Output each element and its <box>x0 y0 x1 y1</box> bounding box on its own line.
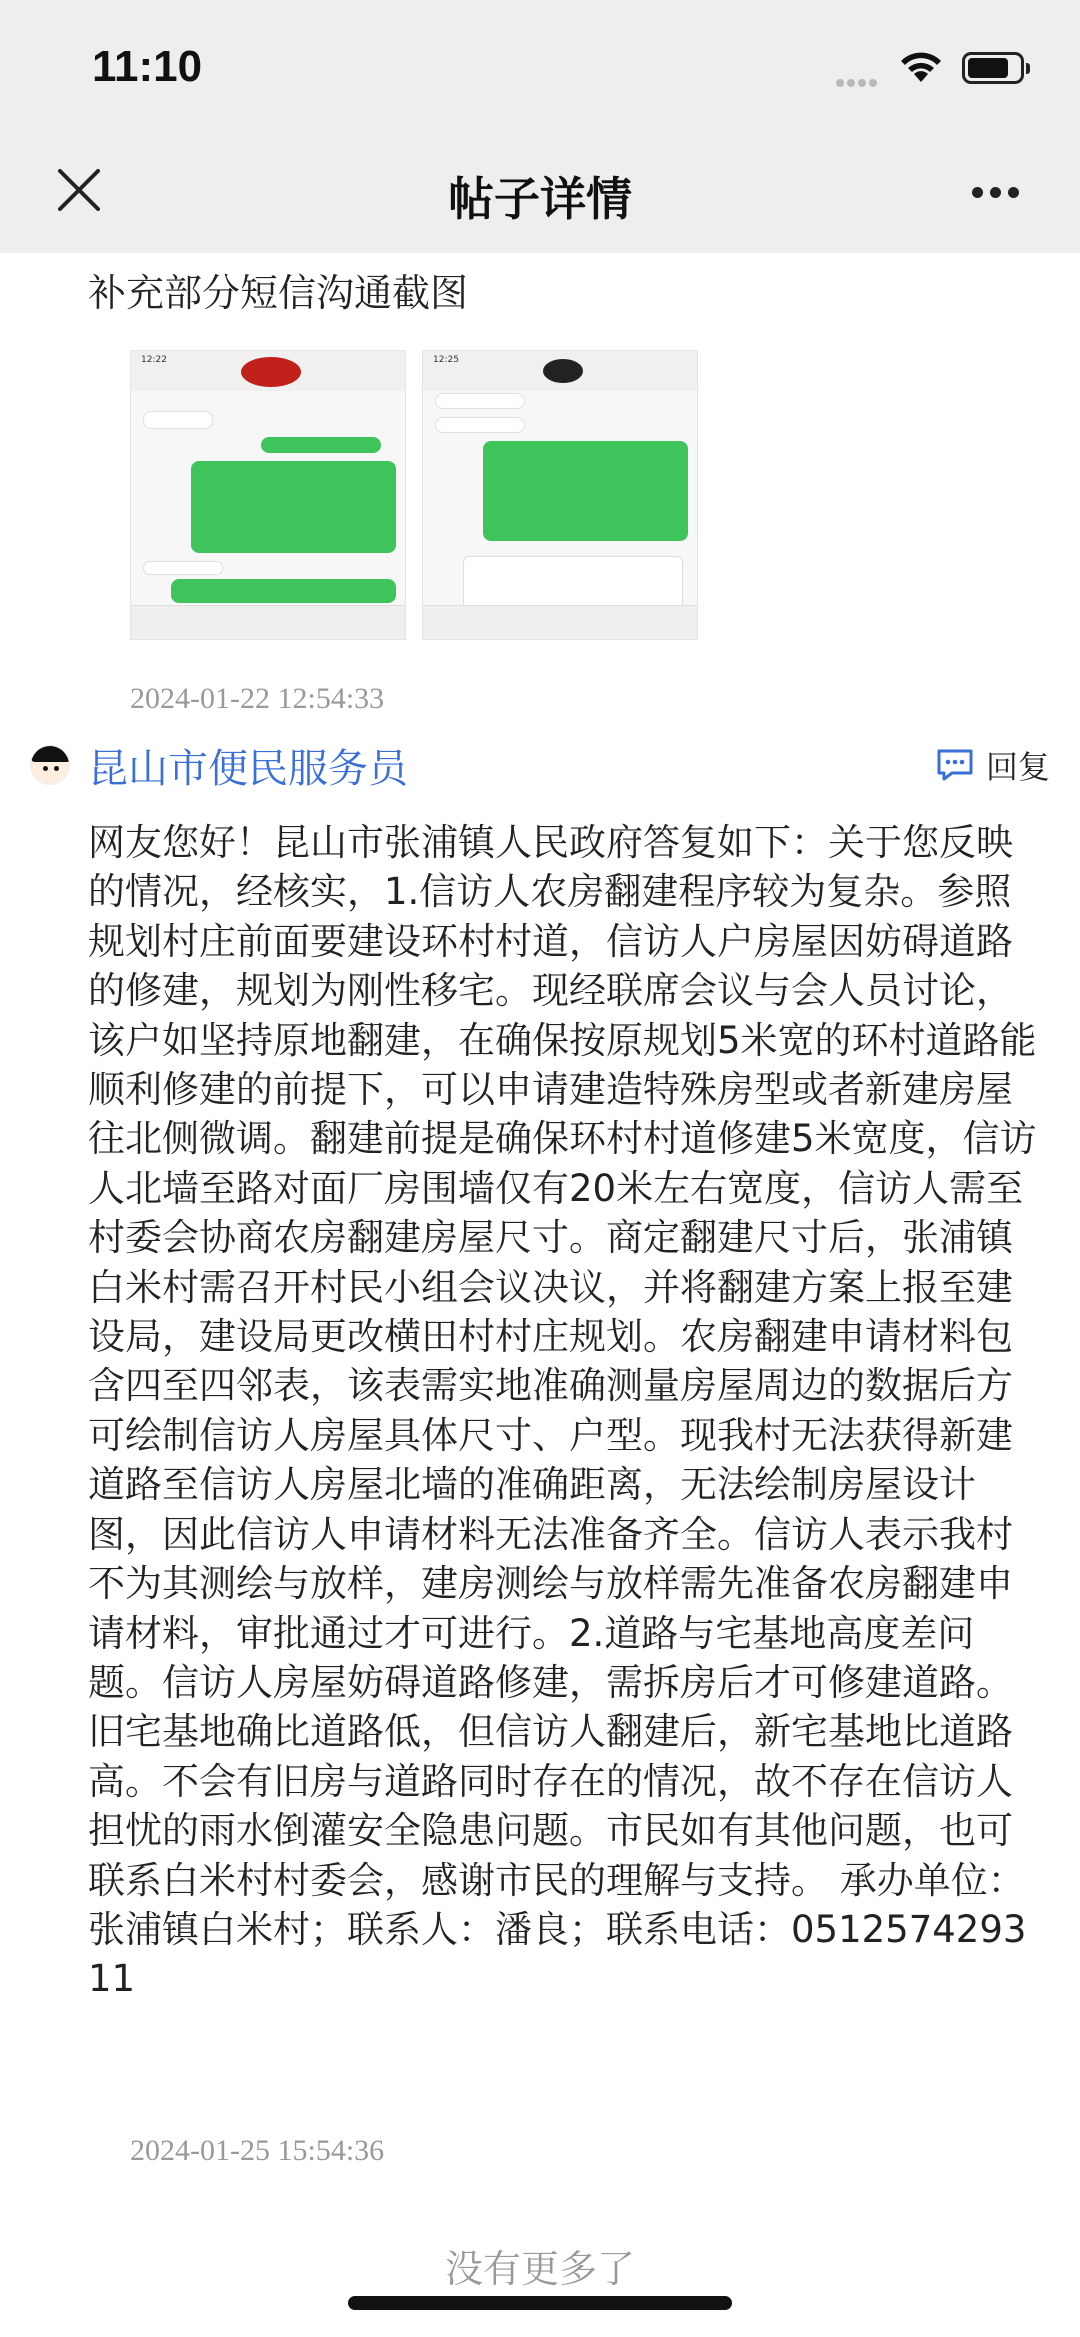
reply-button[interactable] <box>936 740 1050 790</box>
status-bar <box>0 0 1080 135</box>
battery-icon <box>962 52 1024 84</box>
screenshot-time: 12:25 <box>433 355 459 365</box>
home-indicator[interactable] <box>348 2296 732 2310</box>
reply-body-text: 网友您好！昆山市张浦镇人民政府答复如下：关于您反映的情况，经核实，1.信访人农房翻建程序较为复杂。参照规划村庄前面要建设环村村道，信访人户房屋因妨碍道路的修建，规划为刚性移宅。现经联席会议与会人员讨论，该户如坚持原地翻建，在确保按原规划5米宽的环村道路能顺利修建的前提下，可以申请建造特殊房型或者新建房屋往北侧微调。翻建前提是确保环村村道修建5米宽度，信访人北墙至路对面厂房围墙仅有20米左右宽度，信访人需至村委会协商农房翻建房屋尺寸。商定翻建尺寸后，张浦镇白米村需召开村民小组会议决议，并将翻建方案上报至建设局，建设局更改横田村村庄规划。农房翻建申请材料包含四至四邻表，该表需实地准确测量房屋周边的数据后方可绘制信访人房屋具体尺寸、户型。现我村无法获得新建道路至信访人房屋北墙的准确距离，无法绘制房屋设计图，因此信访人申请材料无法准备齐全。信访人表示我村不为其测绘与放样，建房测绘与放样需先准备农房翻建申请材料，审批通过才可进行。2.道路与宅基地高度差问题。信访人房屋妨碍道路修建，需拆房后才可修建道路。旧宅基地确比道路低，但信访人翻建后，新宅基地比道路高。不会有旧房与道路同时存在的情况，故不存在信访人担忧的雨水倒灌安全隐患问题。市民如有其他问题，也可联系白米村村委会，感谢市民的理解与支持。 承办单位：张浦镇白米村；联系人：潘良；联系电话：051257429311 <box>88 821 1037 2001</box>
screenshot-time: 12:22 <box>141 355 167 365</box>
post-timestamp: 2024-01-22 12:54:33 <box>130 682 385 715</box>
sms-screenshot-1[interactable] <box>130 350 406 640</box>
sms-screenshot-2[interactable] <box>422 350 698 640</box>
comment-icon <box>936 748 974 782</box>
reply-author-name[interactable]: 昆山市便民服务员 <box>88 746 408 792</box>
nav-bar <box>0 135 1080 253</box>
no-more-indicator: 没有更多了 <box>444 2247 635 2291</box>
reply-timestamp: 2024-01-25 15:54:36 <box>130 2134 385 2167</box>
post-text: 补充部分短信沟通截图 <box>88 271 469 315</box>
wifi-icon <box>898 50 944 88</box>
status-time: 11:10 <box>92 42 203 91</box>
author-avatar[interactable] <box>30 745 70 785</box>
post-images <box>130 350 700 640</box>
more-options-button[interactable] <box>972 183 1028 199</box>
cellular-signal-icon <box>836 72 886 82</box>
reply-button-label: 回复 <box>985 748 1050 786</box>
page-title: 帖子详情 <box>448 172 632 226</box>
